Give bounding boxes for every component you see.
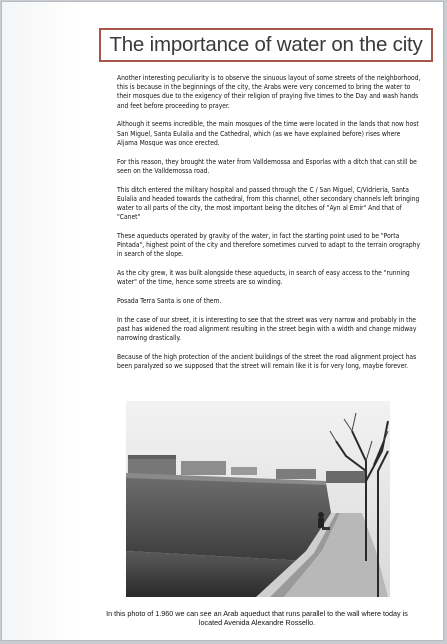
title-frame — [99, 28, 433, 62]
paragraph-8: In the case of our street, it is interesting to see that the street was very narrow and probably in the past has widened the road alignment resulting in the street begin with a width and change midway narrowing drastically. — [117, 315, 417, 343]
paragraph-4: This ditch entered the military hospital and passed through the C / San Miguel, C/Vidrieria, Santa Eulalia and headed towards the cathedral, from this channel, other secondary channels left bringing water to all parts of the city, the most important being the ditches of "Ayn al Emir" And that of "Canet" — [117, 184, 420, 222]
historic-aqueduct-photo — [126, 401, 390, 597]
paragraph-6: As the city grew, it was built alongside these aqueducts, in search of easy access to the "running water" of the time, hence some streets are so winding. — [117, 268, 410, 287]
paragraph-3: For this reason, they brought the water from Valldemossa and Esporlas with a ditch that can still be seen on the Valldemossa road. — [117, 156, 417, 175]
aqueduct-photo-drawing — [126, 401, 390, 597]
document-page — [1, 1, 444, 641]
photo-caption: In this photo of 1.960 we can see an Arab aqueduct that runs parallel to the wall where today is located Avenida Alexandre Rossello. — [106, 609, 408, 628]
paragraph-7: Posada Terra Santa is one of them. — [117, 296, 222, 306]
page-title: The importance of water on the city — [109, 33, 423, 56]
paragraph-9: Because of the high protection of the ancient buildings of the street the road alignment project has been paralyzed so we supposed that the street will remain like it is for very long, maybe forever. — [117, 352, 417, 371]
paragraph-1: Another interesting peculiarity is to observe the sinuous layout of some streets of the neighborhood, this is because in the beginnings of the city, the Arabs were very concerned to bring the water to their mosques due to the exigency of their religion of praying five times to the Day and wash hands and feet before proceeding to prayer. — [117, 73, 421, 110]
paragraph-2: Although it seems incredible, the main mosques of the time were located in the lands that now host San Miguel, Santa Eulalia and the Cathedral, which (as we have explained before) rises where Aljama Mosque was once erected. — [117, 119, 419, 147]
paragraph-5: These aqueducts operated by gravity of the water, in fact the starting point used to be "Porta Pintada", highest point of the city and therefore sometimes curved to adapt to the terrain orography in search of the slope. — [117, 231, 421, 259]
article-body — [117, 73, 421, 380]
